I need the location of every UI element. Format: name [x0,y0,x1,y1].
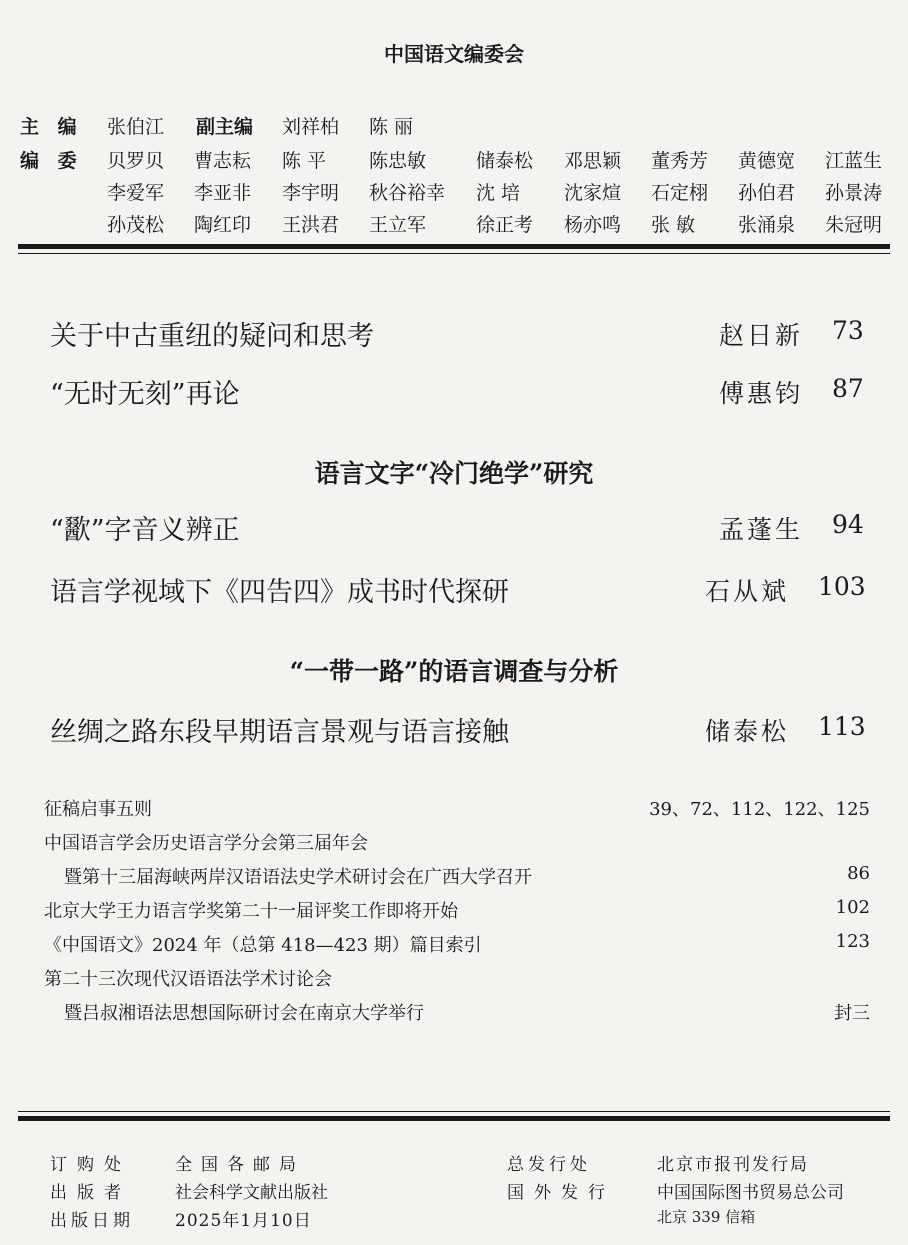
editorial-member-name: 秋谷裕幸 [369,182,446,204]
editorial-member-name: 江蓝生 [825,150,883,172]
article-author: 赵日新 [719,321,804,350]
notice-item: 《中国语文》2024 年（总第 418—423 期）篇目索引 [44,935,482,956]
editorial-member-name: 孙景涛 [825,182,883,204]
header-rule-thin [18,253,890,254]
chief-editor-label: 主 编 [20,116,83,138]
article-title: “歠”字音义辨正 [50,515,240,546]
notice-item: 中国语言学会历史语言学分会第三届年会 [44,833,368,854]
distributor-value: 北京市报刊发行局 [657,1155,809,1175]
editorial-member-name: 黄德宽 [738,150,796,172]
section-title: 语言文字“冷门绝学”研究 [314,459,594,488]
deputy-editor-name: 陈 丽 [369,116,414,138]
article-title: 关于中古重纽的疑问和思考 [50,321,374,352]
foreign-label: 国外发行 [507,1183,615,1203]
notice-page: 封三 [834,1003,870,1024]
editorial-member-name: 沈家煊 [564,182,622,204]
editorial-member-name: 李宇明 [282,182,340,204]
notice-item: 暨第十三届海峡两岸汉语语法史学术研讨会在广西大学召开 [64,867,532,888]
article-author: 孟蓬生 [719,515,804,544]
article-author: 储泰松 [705,717,790,746]
editorial-member-name: 李爱军 [107,182,165,204]
editorial-member-name: 陈忠敏 [369,150,427,172]
deputy-editor-name: 刘祥柏 [282,116,340,138]
header-rule-thick [18,244,890,249]
foreign-mailbox: 北京 339 信箱 [657,1208,756,1226]
editorial-member-name: 石定栩 [651,182,709,204]
notice-item: 第二十三次现代汉语语法学术讨论会 [44,969,332,990]
notice-item: 征稿启事五则 [44,799,152,820]
editorial-member-name: 张涌泉 [738,214,796,236]
article-page: 87 [832,374,864,403]
editorial-member-name: 董秀芳 [651,150,709,172]
publisher-label: 出版者 [50,1183,131,1203]
date-label: 出版日期 [50,1211,134,1231]
article-page: 94 [832,510,864,539]
notice-page: 102 [835,897,870,918]
editorial-member-name: 孙伯君 [738,182,796,204]
article-title: “无时无刻”再论 [50,379,240,410]
editorial-member-name: 朱冠明 [825,214,883,236]
editorial-member-name: 孙茂松 [107,214,165,236]
notice-item: 北京大学王力语言学奖第二十一届评奖工作即将开始 [44,901,458,922]
footer-rule-thin [18,1111,890,1112]
notice-page: 86 [847,863,870,884]
article-page: 103 [818,572,866,601]
editorial-member-name: 贝罗贝 [107,150,165,172]
article-title: 语言学视域下《四告四》成书时代探研 [50,577,509,608]
section-title: “一带一路”的语言调查与分析 [289,657,619,686]
editorial-member-name: 沈 培 [476,182,521,204]
editorial-member-name: 邓思颖 [564,150,622,172]
article-author: 石从斌 [705,577,790,606]
article-page: 113 [818,712,866,741]
distributor-label: 总发行处 [507,1155,591,1175]
editorial-member-name: 徐正考 [476,214,534,236]
editorial-member-name: 陶红印 [194,214,252,236]
editorial-member-name: 王立军 [369,214,427,236]
editorial-member-name: 储泰松 [476,150,534,172]
editorial-member-name: 李亚非 [194,182,252,204]
editorial-member-name: 陈 平 [282,150,327,172]
publisher-value: 社会科学文献出版社 [175,1183,328,1203]
notice-page: 123 [835,931,870,952]
order-value: 全国各邮局 [175,1155,305,1175]
notice-item: 暨吕叔湘语法思想国际研讨会在南京大学举行 [64,1003,424,1024]
article-title: 丝绸之路东段早期语言景观与语言接触 [50,717,509,748]
editorial-member-name: 杨亦鸣 [564,214,622,236]
date-value: 2025年1月10日 [175,1211,312,1231]
notice-page: 39、72、112、122、125 [649,799,870,820]
members-label: 编 委 [20,150,83,172]
editorial-member-name: 曹志耘 [194,150,252,172]
chief-editor-name: 张伯江 [107,116,165,138]
article-author: 傅惠钧 [719,379,804,408]
order-label: 订购处 [50,1155,131,1175]
editorial-member-name: 张 敏 [651,214,696,236]
editorial-member-name: 王洪君 [282,214,340,236]
committee-title: 中国语文编委会 [384,42,524,66]
footer-rule-thick [18,1116,890,1121]
article-page: 73 [832,316,864,345]
foreign-value: 中国国际图书贸易总公司 [657,1183,844,1203]
deputy-editor-label: 副主编 [196,116,254,138]
